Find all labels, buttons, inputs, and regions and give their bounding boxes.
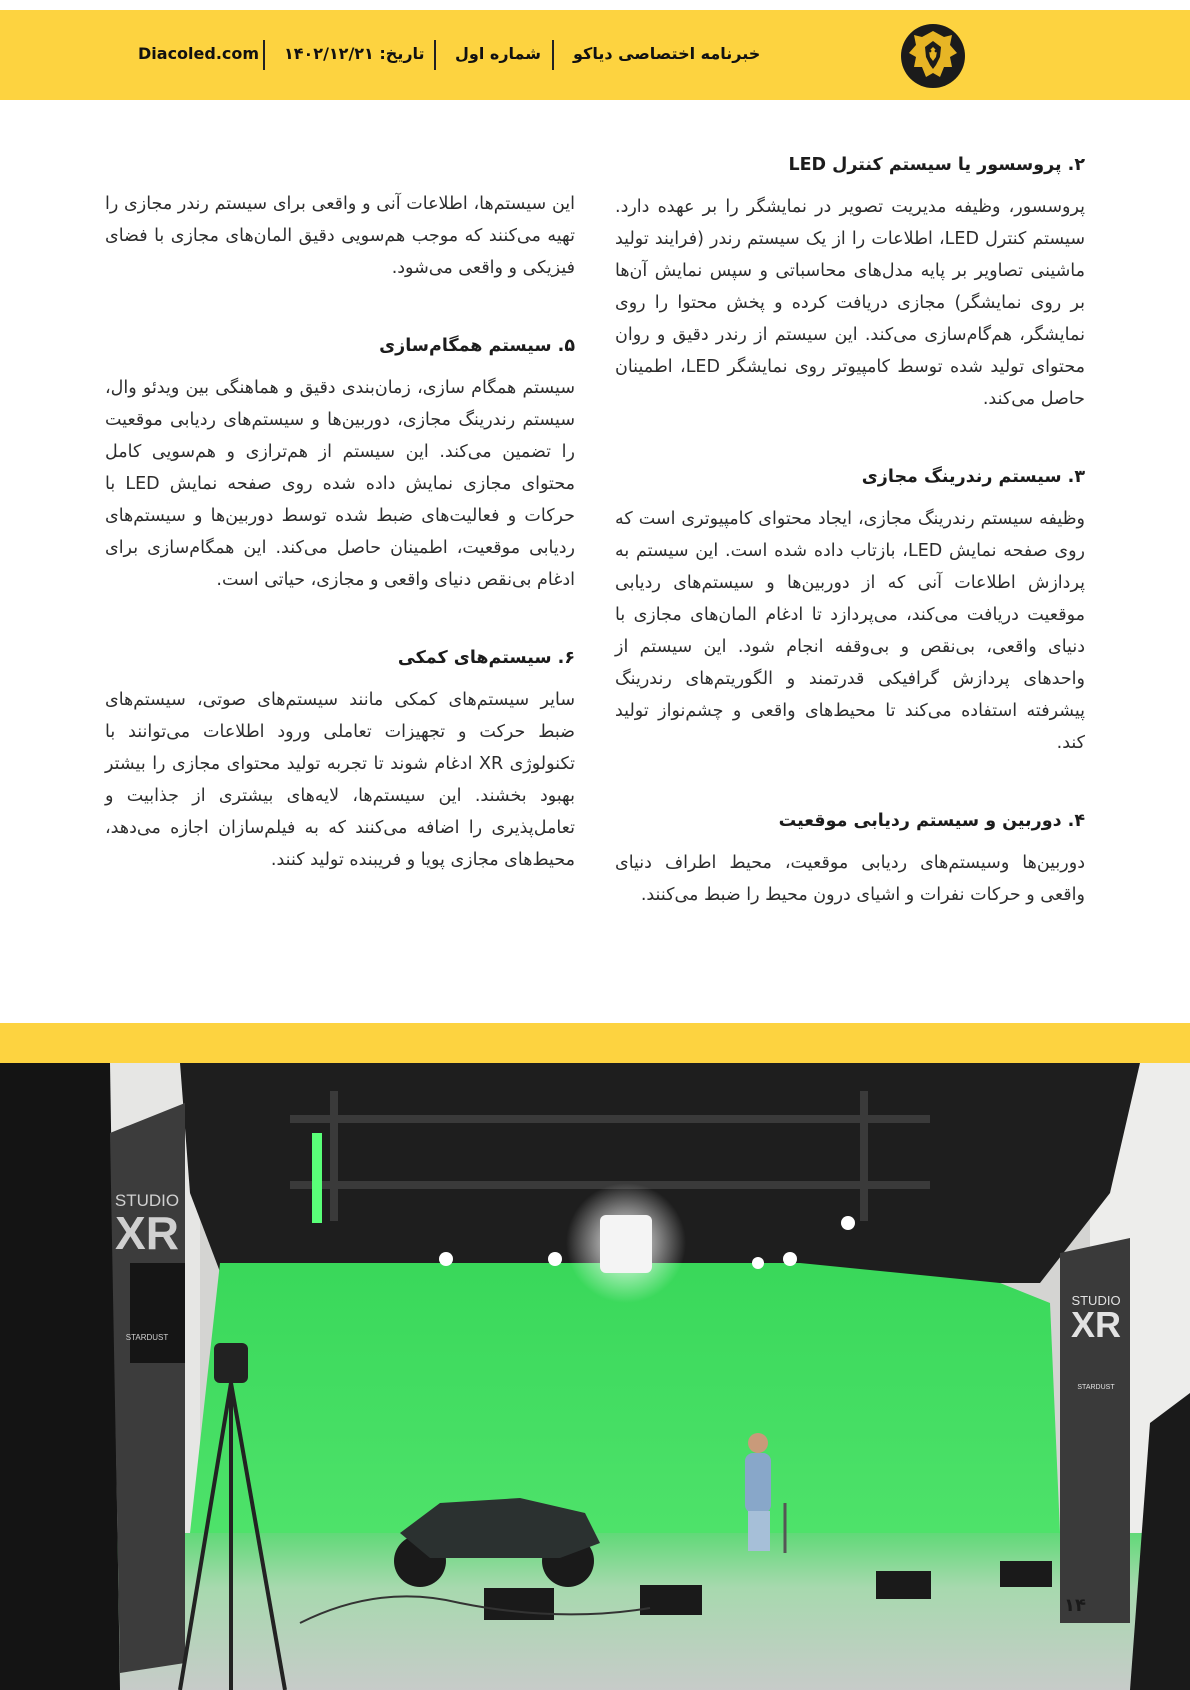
left-column (105, 188, 575, 876)
right-banner (1064, 1293, 1128, 1391)
header-bar (0, 10, 1190, 100)
studio-photo-illustration (0, 1063, 1190, 1690)
left-banner (112, 1191, 182, 1342)
studio-photo (0, 1063, 1190, 1690)
right-banner-brand: STARDUST (1077, 1384, 1115, 1391)
section-4-title: ۴. دوربین و سیستم ردیابی موقعیت (778, 811, 1085, 831)
left-banner-big: XR (115, 1207, 179, 1259)
intro-left-body: این سیستم‌ها، اطلاعات آنی و واقعی برای سیستم رندر مجازی را تهیه می‌کنند که موجب هم‌سویی دقیق المان‌های مجازی با فضای فیزیکی و واقعی می‌شود. (105, 194, 575, 278)
newsletter-title: خبرنامه اختصاصی دیاکو (573, 44, 761, 63)
header-divider (434, 40, 436, 70)
header-divider (263, 40, 265, 70)
issue-date: تاریخ: ۱۴۰۲/۱۲/۲۱ (284, 44, 425, 63)
right-banner-small: STUDIO (1071, 1293, 1121, 1308)
header-divider (552, 40, 554, 70)
page-number: ۱۴ (1064, 1595, 1086, 1616)
yellow-divider-band (0, 1023, 1190, 1063)
section-3-body: وظیفه سیستم رندرینگ مجازی، ایجاد محتوای کامپیوتری است که روی صفحه نمایش LED، بازتاب داده شده است. این سیستم به پردازش اطلاعات آنی که از دوربین‌ها و سیستم‌های ردیابی موقعیت دریافت می‌کند، می‌پردازد تا ادغام المان‌های مجازی با دنیای واقعی، بی‌نقص و بی‌وقفه انجام شود. این سیستم از واحدهای پردازش گرافیکی قدرتمند و الگوریتم‌های رندرینگ پیشرفته استفاده می‌کند تا محیط‌های واقعی و چشم‌نواز تولید کند. (615, 509, 1085, 753)
section-3-title: ۳. سیستم رندرینگ مجازی (861, 467, 1085, 487)
right-column (615, 149, 1085, 911)
section-5-title: ۵. سیستم همگام‌سازی (379, 336, 575, 356)
section-6-title: ۶. سیستم‌های کمکی (397, 648, 575, 668)
issue-number: شماره اول (455, 44, 542, 63)
section-5-body: سیستم همگام سازی، زمان‌بندی دقیق و هماهنگی بین ویدئو وال، سیستم رندرینگ مجازی، دوربین‌ها و سیستم‌های ردیابی موقعیت را تضمین می‌کند. این سیستم از هم‌ترازی و هم‌سویی کامل محتوای مجازی نمایش داده شده روی صفحه نمایش LED با حرکات و فعالیت‌های ضبط شده توسط دوربین‌ها و سیستم‌های ردیابی موقعیت، اطمینان حاصل می‌کند. این همگام‌سازی برای ادغام بی‌نقص دنیای واقعی و مجازی، حیاتی است. (105, 378, 575, 590)
section-2-body: پروسسور، وظیفه مدیریت تصویر در نمایشگر را بر عهده دارد. سیستم کنترل LED، اطلاعات را از یک سیستم رندر (فرایند تولید ماشینی تصاویر بر پایه مدل‌های محاسباتی و سپس نمایش آن‌ها بر روی نمایشگر) مجازی دریافت کرده و پخش محتوا را روی نمایشگر، هم‌گام‌سازی می‌کند. این سیستم از رندر دقیق و روان محتوای تولید شده توسط کامپیوتر روی نمایشگر LED، اطمینان حاصل می‌کند. (615, 197, 1085, 409)
section-6-body: سایر سیستم‌های کمکی مانند سیستم‌های صوتی، سیستم‌های ضبط حرکت و تجهیزات تعاملی ورود اطلاعات می‌توانند با تکنولوژی XR ادغام شوند تا تجربه تولید محتوای مجازی را بیشتر بهبود بخشند. این سیستم‌ها، لایه‌های بیشتری از جذابیت و تعامل‌پذیری را اضافه می‌کنند که به فیلم‌سازان اجازه می‌دهد، محیط‌های مجازی پویا و فریبنده تولید کنند. (105, 690, 575, 870)
right-banner-big: XR (1070, 1304, 1121, 1345)
left-banner-small: STUDIO (114, 1191, 180, 1210)
website-link[interactable]: Diacoled.com (138, 44, 260, 63)
section-4-body: دوربین‌ها وسیستم‌های ردیابی موقعیت، محیط اطراف دنیای واقعی و حرکات نفرات و اشیای درون محیط را ضبط می‌کنند. (615, 853, 1085, 905)
left-banner-brand: STARDUST (125, 1333, 169, 1342)
section-2-title: ۲. پروسسور یا سیستم کنترل LED (788, 155, 1085, 175)
lion-logo-icon (900, 23, 966, 89)
